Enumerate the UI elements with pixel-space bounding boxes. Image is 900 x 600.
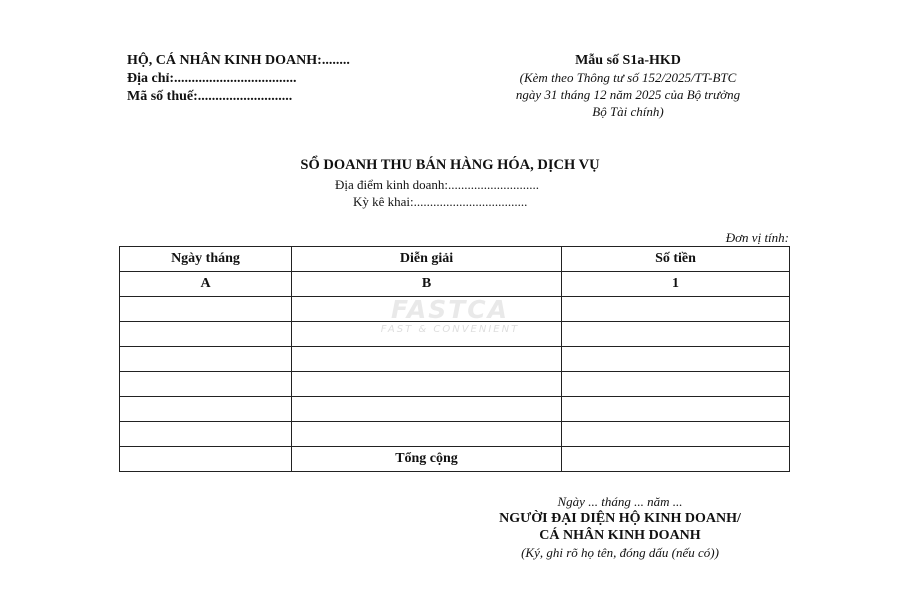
description-cell[interactable] xyxy=(292,422,562,447)
total-label: Tổng cộng xyxy=(292,447,562,472)
description-cell[interactable] xyxy=(292,322,562,347)
description-cell[interactable] xyxy=(292,372,562,397)
business-name-line: HỘ, CÁ NHÂN KINH DOANH:........ xyxy=(127,53,350,68)
column-code-row xyxy=(120,272,790,297)
tax-code-line: Mã số thuế:........................... xyxy=(127,89,293,104)
total-amount-cell[interactable] xyxy=(562,447,790,472)
signer-title-line-1: NGƯỜI ĐẠI DIỆN HỘ KINH DOANH/ xyxy=(499,511,741,526)
table-row xyxy=(120,422,790,447)
business-location-line: Địa điểm kinh doanh:............................ xyxy=(335,177,540,192)
date-cell[interactable] xyxy=(120,322,292,347)
date-cell[interactable] xyxy=(120,372,292,397)
table-row xyxy=(120,397,790,422)
column-code-amount: 1 xyxy=(562,272,790,297)
watermark-logo: FASTCA xyxy=(391,295,509,324)
signer-title-line-2: CÁ NHÂN KINH DOANH xyxy=(539,528,701,543)
date-cell[interactable] xyxy=(120,397,292,422)
table-row xyxy=(120,347,790,372)
ledger-subinfo xyxy=(300,176,539,210)
amount-cell[interactable] xyxy=(562,347,790,372)
form-note-line-1: (Kèm theo Thông tư số 152/2025/TT-BTC xyxy=(519,70,737,85)
business-info-block xyxy=(127,52,350,106)
table-row xyxy=(120,372,790,397)
table-row xyxy=(120,322,790,347)
description-cell[interactable] xyxy=(292,297,562,322)
date-cell[interactable] xyxy=(120,422,292,447)
amount-cell[interactable] xyxy=(562,397,790,422)
total-date-cell xyxy=(120,447,292,472)
amount-cell[interactable] xyxy=(562,422,790,447)
amount-cell[interactable] xyxy=(562,297,790,322)
signature-instruction: (Ký, ghi rõ họ tên, đóng dấu (nếu có)) xyxy=(521,545,719,560)
signature-date-line: Ngày ... tháng ... năm ... xyxy=(557,494,683,509)
description-cell[interactable] xyxy=(292,397,562,422)
signature-block xyxy=(470,493,770,561)
amount-cell[interactable] xyxy=(562,372,790,397)
table-header-row xyxy=(120,247,790,272)
document-title: SỔ DOANH THU BÁN HÀNG HÓA, DỊCH VỤ xyxy=(300,157,600,173)
form-number: Mẫu số S1a-HKD xyxy=(575,53,681,68)
form-reference-block xyxy=(468,52,788,120)
declaration-period-line: Kỳ kê khai:................................... xyxy=(353,194,528,209)
unit-label: Đơn vị tính: xyxy=(725,230,789,245)
table-row xyxy=(120,297,790,322)
revenue-ledger-table xyxy=(119,246,790,472)
description-cell[interactable] xyxy=(292,347,562,372)
total-row xyxy=(120,447,790,472)
amount-cell[interactable] xyxy=(562,322,790,347)
column-header-description: Diễn giải xyxy=(292,247,562,272)
form-note-line-2: ngày 31 tháng 12 năm 2025 của Bộ trưởng xyxy=(515,87,741,102)
form-note-line-3: Bộ Tài chính) xyxy=(592,104,664,119)
column-header-date: Ngày tháng xyxy=(120,247,292,272)
watermark-tagline: FAST & CONVENIENT xyxy=(380,324,520,335)
address-line: Địa chỉ:................................... xyxy=(127,71,297,86)
column-code-date: A xyxy=(120,272,292,297)
date-cell[interactable] xyxy=(120,297,292,322)
column-code-description: B xyxy=(292,272,562,297)
column-header-amount: Số tiền xyxy=(562,247,790,272)
date-cell[interactable] xyxy=(120,347,292,372)
